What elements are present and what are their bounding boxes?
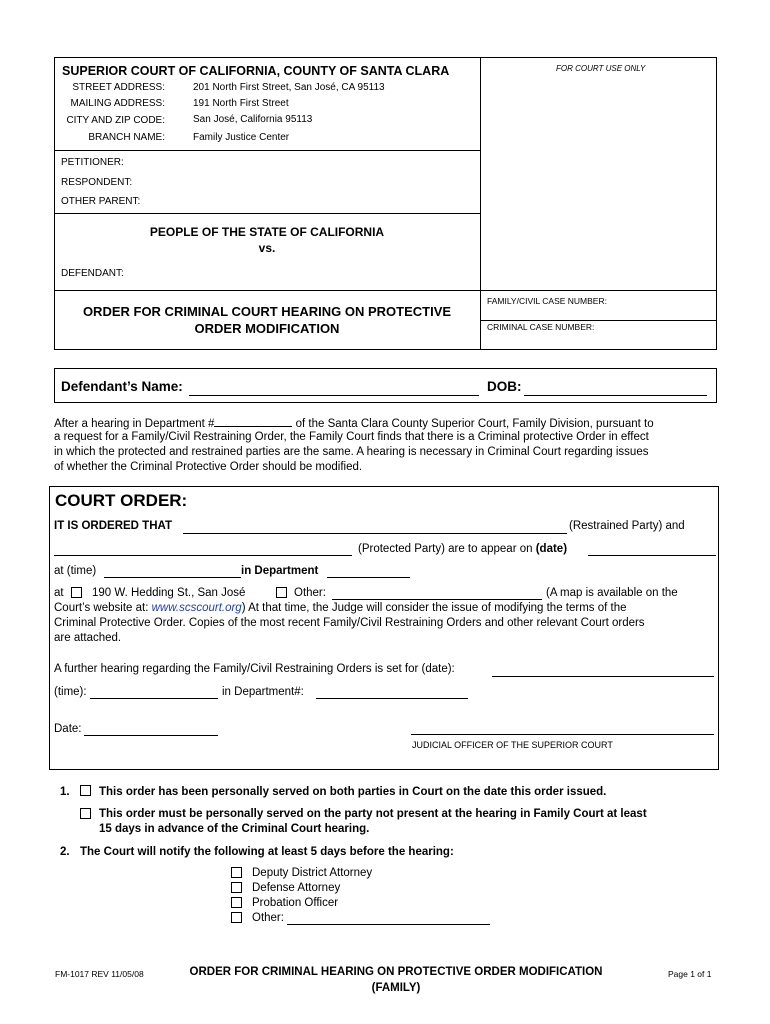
criminal-case-number-label: CRIMINAL CASE NUMBER:: [487, 322, 595, 332]
divider: [54, 213, 480, 214]
restrained-party-label: (Restrained Party) and: [569, 520, 685, 532]
at-time-label: at (time): [54, 565, 97, 577]
probation-officer-label: Probation Officer: [252, 897, 339, 909]
department-field[interactable]: [214, 415, 292, 427]
defendant-label: DEFENDANT:: [61, 268, 124, 279]
footer-title-line-2: (FAMILY): [371, 982, 421, 994]
city-zip-label: CITY AND ZIP CODE:: [66, 115, 165, 126]
appear-department-field[interactable]: [327, 565, 410, 578]
mailing-address-label: MAILING ADDRESS:: [70, 98, 165, 109]
date-label: (date): [535, 543, 568, 555]
other-location-label: Other:: [294, 587, 326, 599]
item-2-number: 2.: [60, 846, 70, 858]
further-hearing-label: A further hearing regarding the Family/Civil Restraining Orders is set for (date):: [54, 663, 455, 675]
defendant-name-label: Defendant’s Name:: [61, 379, 183, 394]
website-prefix: Court’s website at:: [54, 602, 152, 614]
respondent-label: RESPONDENT:: [61, 177, 133, 188]
other-location-checkbox[interactable]: [276, 587, 287, 598]
form-number: FM-1017 REV 11/05/08: [55, 969, 144, 979]
for-court-use-label: FOR COURT USE ONLY: [556, 64, 646, 73]
at-label: at: [54, 587, 64, 599]
defense-attorney-label: Defense Attorney: [252, 882, 341, 894]
must-be-served-label-2: 15 days in advance of the Criminal Court hearing.: [99, 823, 370, 835]
deputy-da-checkbox[interactable]: [231, 867, 242, 878]
divider: [480, 320, 717, 321]
versus-label: vs.: [258, 241, 276, 255]
served-both-parties-label: This order has been personally served on both parties in Court on the date this order issued.: [99, 786, 607, 798]
must-be-served-label-1: This order must be personally served on the party not present at the hearing in Family Court at least: [99, 808, 647, 820]
signature-date-label: Date:: [54, 723, 82, 735]
protected-party-label: [358, 543, 567, 555]
protected-text: (Protected Party) are to appear on: [358, 543, 536, 555]
order-title-line-1: ORDER FOR CRIMINAL COURT HEARING ON PROTECTIVE: [82, 304, 452, 319]
probation-officer-checkbox[interactable]: [231, 897, 242, 908]
notify-label: The Court will notify the following at least 5 days before the hearing:: [80, 846, 454, 858]
mailing-address-value: 191 North First Street: [193, 98, 289, 109]
served-both-parties-checkbox[interactable]: [80, 785, 91, 796]
page-number: Page 1 of 1: [668, 969, 712, 979]
appear-date-field[interactable]: [588, 543, 716, 556]
court-order-title: COURT ORDER:: [55, 491, 188, 510]
people-heading: PEOPLE OF THE STATE OF CALIFORNIA: [149, 225, 385, 239]
family-case-number-label: FAMILY/CIVIL CASE NUMBER:: [487, 296, 607, 306]
other-notify-field[interactable]: [287, 912, 490, 925]
city-zip-value: San José, California 95113: [193, 114, 313, 125]
other-notify-label: Other:: [252, 912, 284, 924]
order-title-line-2: ORDER MODIFICATION: [194, 321, 340, 336]
divider: [54, 290, 717, 291]
in-department-label: in Department: [241, 565, 319, 577]
intro-line-4: of whether the Criminal Protective Order should be modified.: [54, 461, 363, 473]
intro-text: After a hearing in Department #: [54, 418, 215, 430]
further-department-field[interactable]: [316, 686, 468, 699]
appear-time-field[interactable]: [104, 565, 241, 578]
intro-line-3: in which the protected and restrained parties are the same. A hearing is necessary in Criminal Court regarding issues: [54, 446, 649, 458]
court-website-link[interactable]: www.scscourt.org: [151, 602, 242, 614]
deputy-da-label: Deputy District Attorney: [252, 867, 373, 879]
website-suffix: ) At that time, the Judge will consider the issue of modifying the terms of the: [241, 602, 627, 614]
ordered-that-label: IT IS ORDERED THAT: [54, 520, 172, 532]
footer-title-line-1: ORDER FOR CRIMINAL HEARING ON PROTECTIVE ORDER MODIFICATION: [189, 966, 603, 978]
judicial-signature-line[interactable]: [411, 722, 714, 735]
other-location-field[interactable]: [332, 587, 542, 600]
petitioner-label: PETITIONER:: [61, 157, 124, 168]
order-paragraph-line-2: Criminal Protective Order. Copies of the most recent Family/Civil Restraining Orders and other relevant Court orders: [54, 617, 645, 629]
intro-line-2: a request for a Family/Civil Restraining Order, the Family Court finds that there is a Criminal protective Order in effect: [54, 431, 649, 443]
item-1-number: 1.: [60, 786, 70, 798]
branch-name-label: BRANCH NAME:: [88, 132, 165, 143]
divider: [54, 150, 480, 151]
judicial-officer-label: JUDICIAL OFFICER OF THE SUPERIOR COURT: [412, 740, 613, 750]
further-hearing-date-field[interactable]: [492, 663, 714, 677]
intro-text: of the Santa Clara County Superior Court, Family Division, pursuant to: [292, 418, 654, 430]
protected-party-field[interactable]: [54, 543, 352, 556]
website-line: [54, 602, 716, 614]
further-department-label: in Department#:: [222, 686, 304, 698]
defendant-name-field[interactable]: [189, 380, 479, 396]
dob-label: DOB:: [487, 379, 522, 394]
court-title: SUPERIOR COURT OF CALIFORNIA, COUNTY OF SANTA CLARA: [62, 64, 450, 78]
dob-field[interactable]: [524, 380, 707, 396]
restrained-party-field[interactable]: [183, 520, 567, 534]
street-address-label: STREET ADDRESS:: [72, 82, 165, 93]
signature-date-field[interactable]: [84, 723, 218, 736]
order-paragraph-line-3: are attached.: [54, 632, 122, 644]
caption-divider: [480, 57, 481, 350]
hedding-location: 190 W. Hedding St., San José: [92, 587, 246, 599]
other-parent-label: OTHER PARENT:: [61, 196, 141, 207]
defense-attorney-checkbox[interactable]: [231, 882, 242, 893]
hedding-checkbox[interactable]: [71, 587, 82, 598]
map-note: (A map is available on the: [546, 587, 678, 599]
other-notify-checkbox[interactable]: [231, 912, 242, 923]
must-be-served-checkbox[interactable]: [80, 808, 91, 819]
branch-name-value: Family Justice Center: [193, 132, 290, 143]
further-time-field[interactable]: [90, 686, 218, 699]
street-address-value: 201 North First Street, San José, CA 95113: [193, 82, 385, 93]
further-time-label: (time):: [54, 686, 87, 698]
